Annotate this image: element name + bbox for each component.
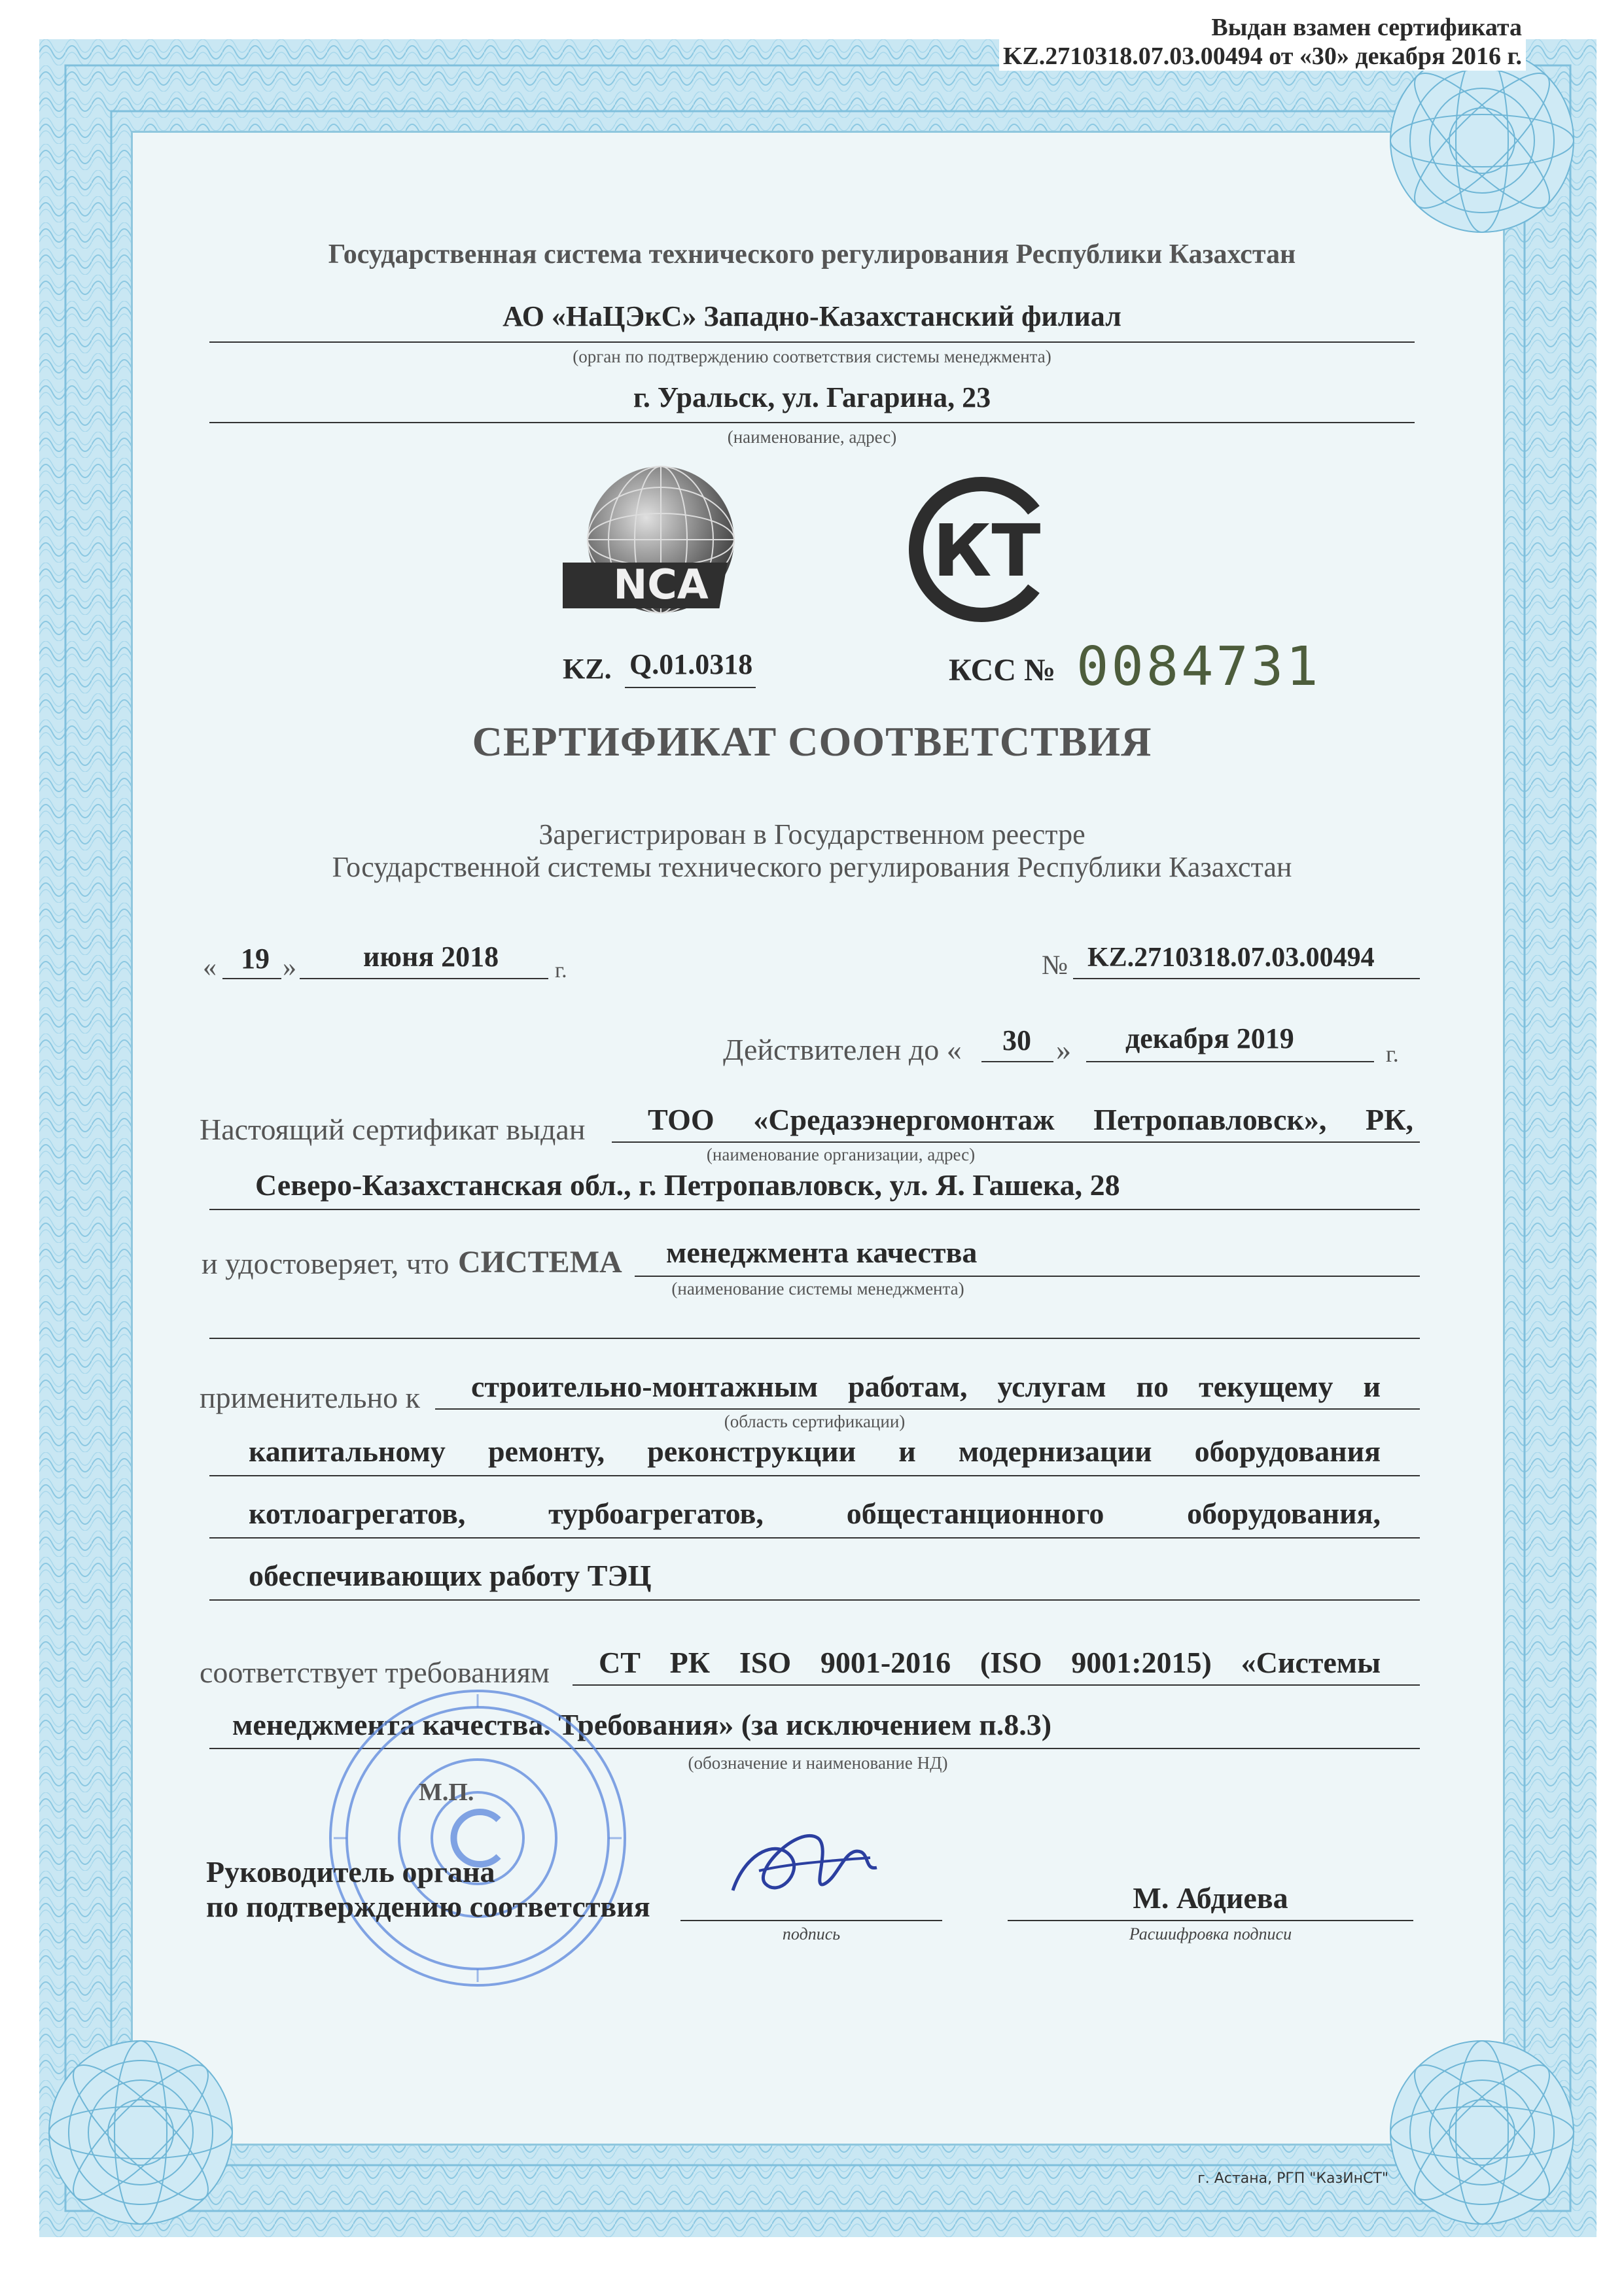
valid-month-underline	[1086, 1061, 1374, 1062]
requirements-caption: (обозначение и наименование НД)	[688, 1753, 948, 1773]
signature-image	[720, 1812, 890, 1923]
requirements-line2: менеджмента качества. Требования» (за исключением п.8.3)	[232, 1708, 1052, 1741]
valid-day-underline	[981, 1061, 1053, 1062]
issue-month-year: июня 2018	[363, 941, 499, 973]
name-caption: Расшифровка подписи	[1129, 1924, 1292, 1943]
scope-line4: обеспечивающих работу ТЭЦ	[249, 1559, 652, 1592]
issue-open-quote: «	[203, 952, 217, 983]
issue-number-underline	[1073, 978, 1420, 979]
issued-to-label: Настоящий сертификат выдан	[200, 1113, 586, 1146]
rosette-bottom-right	[1384, 2034, 1580, 2231]
system-underline2	[209, 1338, 1420, 1339]
issued-to-underline1	[612, 1141, 1420, 1143]
rosette-bottom-left	[43, 2034, 239, 2231]
scope-caption: (область сертификации)	[724, 1412, 906, 1431]
kss-label: КСС №	[949, 653, 1056, 687]
kz-underline	[625, 687, 756, 688]
issue-year-suffix: г.	[555, 958, 567, 983]
address-caption: (наименование, адрес)	[727, 427, 897, 447]
kz-prefix: KZ.	[563, 653, 612, 685]
issued-to-caption: (наименование организации, адрес)	[706, 1145, 976, 1164]
scope-underline1	[435, 1408, 1420, 1410]
head-name: М. Абдиева	[1133, 1881, 1288, 1915]
head-line2: по подтверждению соответствия	[206, 1890, 650, 1923]
issue-day-underline	[222, 978, 281, 979]
valid-close-quote: »	[1056, 1033, 1071, 1066]
kz-registry-number: Q.01.0318	[629, 648, 753, 680]
requirements-label: соответствует требованиям	[200, 1656, 550, 1689]
organ-address: г. Уральск, ул. Гагарина, 23	[633, 381, 991, 413]
scope-label: применительно к	[200, 1381, 420, 1414]
scope-line2: капитальному ремонту, реконструкции и модернизации оборудования	[249, 1435, 1381, 1468]
valid-month-year: декабря 2019	[1125, 1022, 1294, 1054]
signature-underline	[680, 1920, 942, 1921]
valid-label: Действителен до «	[723, 1033, 962, 1066]
kss-number: 0084731	[1076, 636, 1321, 698]
scope-underline4	[209, 1599, 1420, 1601]
rosette-top-right	[1384, 43, 1580, 239]
issued-to-line2: Северо-Казахстанская обл., г. Петропавловск, ул. Я. Гашека, 28	[255, 1168, 1120, 1202]
address-underline	[209, 422, 1415, 423]
system-value: менеджмента качества	[666, 1236, 978, 1269]
certificate-title: СЕРТИФИКАТ СООТВЕТСТВИЯ	[472, 718, 1152, 765]
valid-year-suffix: г.	[1386, 1041, 1399, 1067]
kt-logo	[903, 471, 1060, 628]
issue-number-label: №	[1042, 950, 1068, 981]
replacement-line1: Выдан взамен сертификата	[1211, 14, 1522, 41]
replacement-line2: KZ.2710318.07.03.00494 от «30» декабря 2016 г.	[1002, 43, 1522, 70]
system-label-bold: СИСТЕМА	[458, 1245, 622, 1279]
head-line1: Руководитель органа	[206, 1855, 495, 1888]
requirements-underline1	[573, 1684, 1420, 1686]
system-heading: Государственная система технического регулирования Республики Казахстан	[328, 239, 1296, 270]
organ-name: АО «НаЦЭкС» Западно-Казахстанский филиал	[503, 300, 1121, 332]
nca-logo-text: NCA	[613, 561, 709, 608]
issue-close-quote: »	[283, 952, 296, 983]
registered-line1: Зарегистрирован в Государственном реестре	[538, 818, 1086, 850]
nca-logo	[563, 458, 759, 648]
organ-underline	[209, 341, 1415, 343]
scope-underline2	[209, 1475, 1420, 1476]
issue-month-underline	[300, 978, 548, 979]
organ-stamp	[321, 1681, 635, 1995]
system-caption: (наименование системы менеджмента)	[671, 1279, 964, 1298]
registered-line2: Государственной системы технического регулирования Республики Казахстан	[332, 851, 1292, 883]
issue-day: 19	[241, 943, 270, 975]
system-label: и удостоверяет, что	[202, 1247, 450, 1280]
issued-to-underline2	[209, 1209, 1420, 1210]
issued-to-line1: ТОО «Средазэнергомонтаж Петропавловск», РК,	[648, 1103, 1413, 1136]
system-underline	[635, 1276, 1420, 1277]
scope-line3: котлоагрегатов, турбоагрегатов, общестанционного оборудования,	[249, 1497, 1381, 1530]
valid-day: 30	[1002, 1024, 1031, 1056]
replacement-note	[999, 13, 1526, 71]
printer-note: г. Астана, РГП "КазИнСТ"	[1197, 2170, 1388, 2187]
name-underline	[1008, 1920, 1413, 1921]
scope-underline3	[209, 1537, 1420, 1539]
kt-logo-text: КТ	[932, 509, 1041, 593]
issue-number: KZ.2710318.07.03.00494	[1087, 943, 1375, 973]
signature-caption: подпись	[782, 1924, 841, 1943]
stamp-place-label: М.П.	[419, 1779, 474, 1806]
scope-line1: строительно-монтажным работам, услугам по текущему и	[471, 1370, 1381, 1403]
requirements-line1: СТ РК ISO 9001-2016 (ISO 9001:2015) «Системы	[599, 1646, 1381, 1679]
organ-caption: (орган по подтверждению соответствия системы менеджмента)	[573, 347, 1051, 366]
